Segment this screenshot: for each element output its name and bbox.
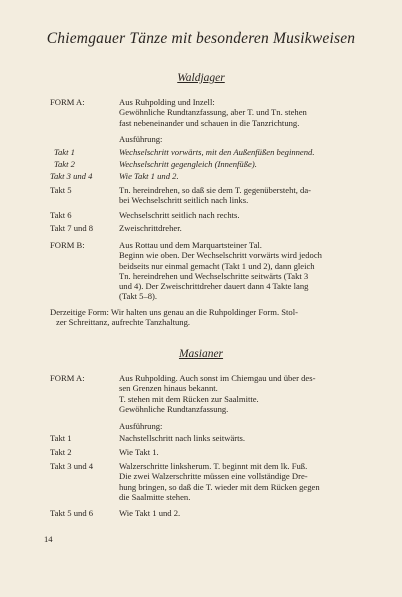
d1-step-text: Wechselschritt seitlich nach rechts. [119,210,240,220]
d1-step-line: bei Wechselschritt seitlich nach links. [119,195,249,206]
d2-form-a-line: sen Grenzen hinaus bekannt. [119,383,218,394]
d2-step-label: Takt 5 und 6 [50,508,94,518]
d1-form-b-line: Tn. hereindrehen und Wechselschritte seitwärts (Takt 3 [119,270,309,281]
d1-form-b-label: FORM B: [50,240,85,250]
d1-step-line: Tn. hereindrehen, so daß sie dem T. gegenübersteht, da- [119,185,312,195]
d1-note-line: Derzeitige Form: Wir halten uns genau an die Ruhpoldinger Form. Stol- [50,307,298,317]
d1-step-text: Zweischrittdreher. [119,223,182,233]
d1-note-line: zer Schreittanz, aufrechte Tanzhaltung. [56,317,191,328]
d1-form-a-line: Gewöhnliche Rundtanzfassung, aber T. und Tn. stehen [119,107,307,118]
d2-step-line: Nachstellschritt nach links seitwärts. [119,433,246,443]
d1-step-label: Takt 5 [50,185,72,195]
d2-form-a-label: FORM A: [50,373,85,383]
d1-step-text: Wie Takt 1 und 2. [119,171,179,181]
d2-step-line: die Saalmitte stehen. [119,491,191,502]
d2-form-a-line: Aus Ruhpolding. Auch sonst im Chiemgau und über des- [119,373,316,383]
d2-ausfuehrung-label: Ausführung: [119,421,163,431]
d2-step-text [119,433,369,443]
d2-form-a-line: Gewöhnliche Rundtanzfassung. [119,403,229,414]
d1-step-label: Takt 2 [54,159,75,169]
d1-form-b-line: und 4). Der Zweischrittdreher dauert dann 4 Takte lang [119,281,309,292]
d1-form-b-line: (Takt 5–8). [119,291,158,302]
d2-step-line: Walzerschritte linksherum. T. beginnt mit dem lk. Fuß. [119,461,308,471]
d2-form-a-text [119,373,369,414]
d2-step-text [119,508,369,518]
d1-step-label: Takt 1 [54,147,75,157]
d1-form-b-line: beidseits nur einmal gemacht (Takt 1 und 2), dann gleich [119,260,315,271]
d2-form-a-line: T. stehen mit dem Rücken zur Saalmitte. [119,393,259,404]
dance-heading-waldjager: Waldjager [177,72,225,84]
d1-step-label: Takt 6 [50,210,72,220]
d1-form-a-label: FORM A: [50,97,85,107]
d2-step-line: Wie Takt 1 und 2. [119,508,181,518]
dance-heading-masianer: Masianer [178,348,224,360]
d1-form-a-line: fast nebeneinander und schauen in die Tanzrichtung. [119,117,300,128]
d2-step-text [119,461,369,502]
d1-note-text [50,307,370,328]
d2-step-line: Wie Takt 1. [119,447,159,457]
d1-form-b-line: Beginn wie oben. Der Wechselschritt vorwärts wird jedoch [119,250,322,261]
d1-step-label: Takt 3 und 4 [50,171,93,181]
d2-step-label: Takt 1 [50,433,72,443]
d1-form-b-text [119,240,369,302]
d1-ausfuehrung-label: Ausführung: [119,134,163,144]
d1-form-a-text [119,97,369,128]
d2-step-label: Takt 2 [50,447,72,457]
d1-step-text [119,185,369,206]
d1-step-text: Wechselschritt vorwärts, mit den Außenfüßen beginnend. [119,147,315,157]
page-title: Chiemgauer Tänze mit besonderen Musikweisen [46,30,356,47]
page-number: 14 [44,534,53,544]
d2-step-label: Takt 3 und 4 [50,461,94,471]
d2-step-text [119,447,369,457]
d2-step-line: Die zwei Walzerschritte müssen eine vollständige Dre- [119,471,308,482]
d1-form-b-line: Aus Rottau und dem Marquartsteiner Tal. [119,240,262,250]
d2-step-line: hung bringen, so daß die T. wieder mit dem Rücken gegen [119,481,320,492]
d1-step-label: Takt 7 und 8 [50,223,94,233]
d1-form-a-line: Aus Ruhpolding und Inzell: [119,97,215,107]
d1-step-text: Wechselschritt gegengleich (Innenfüße). [119,159,257,169]
